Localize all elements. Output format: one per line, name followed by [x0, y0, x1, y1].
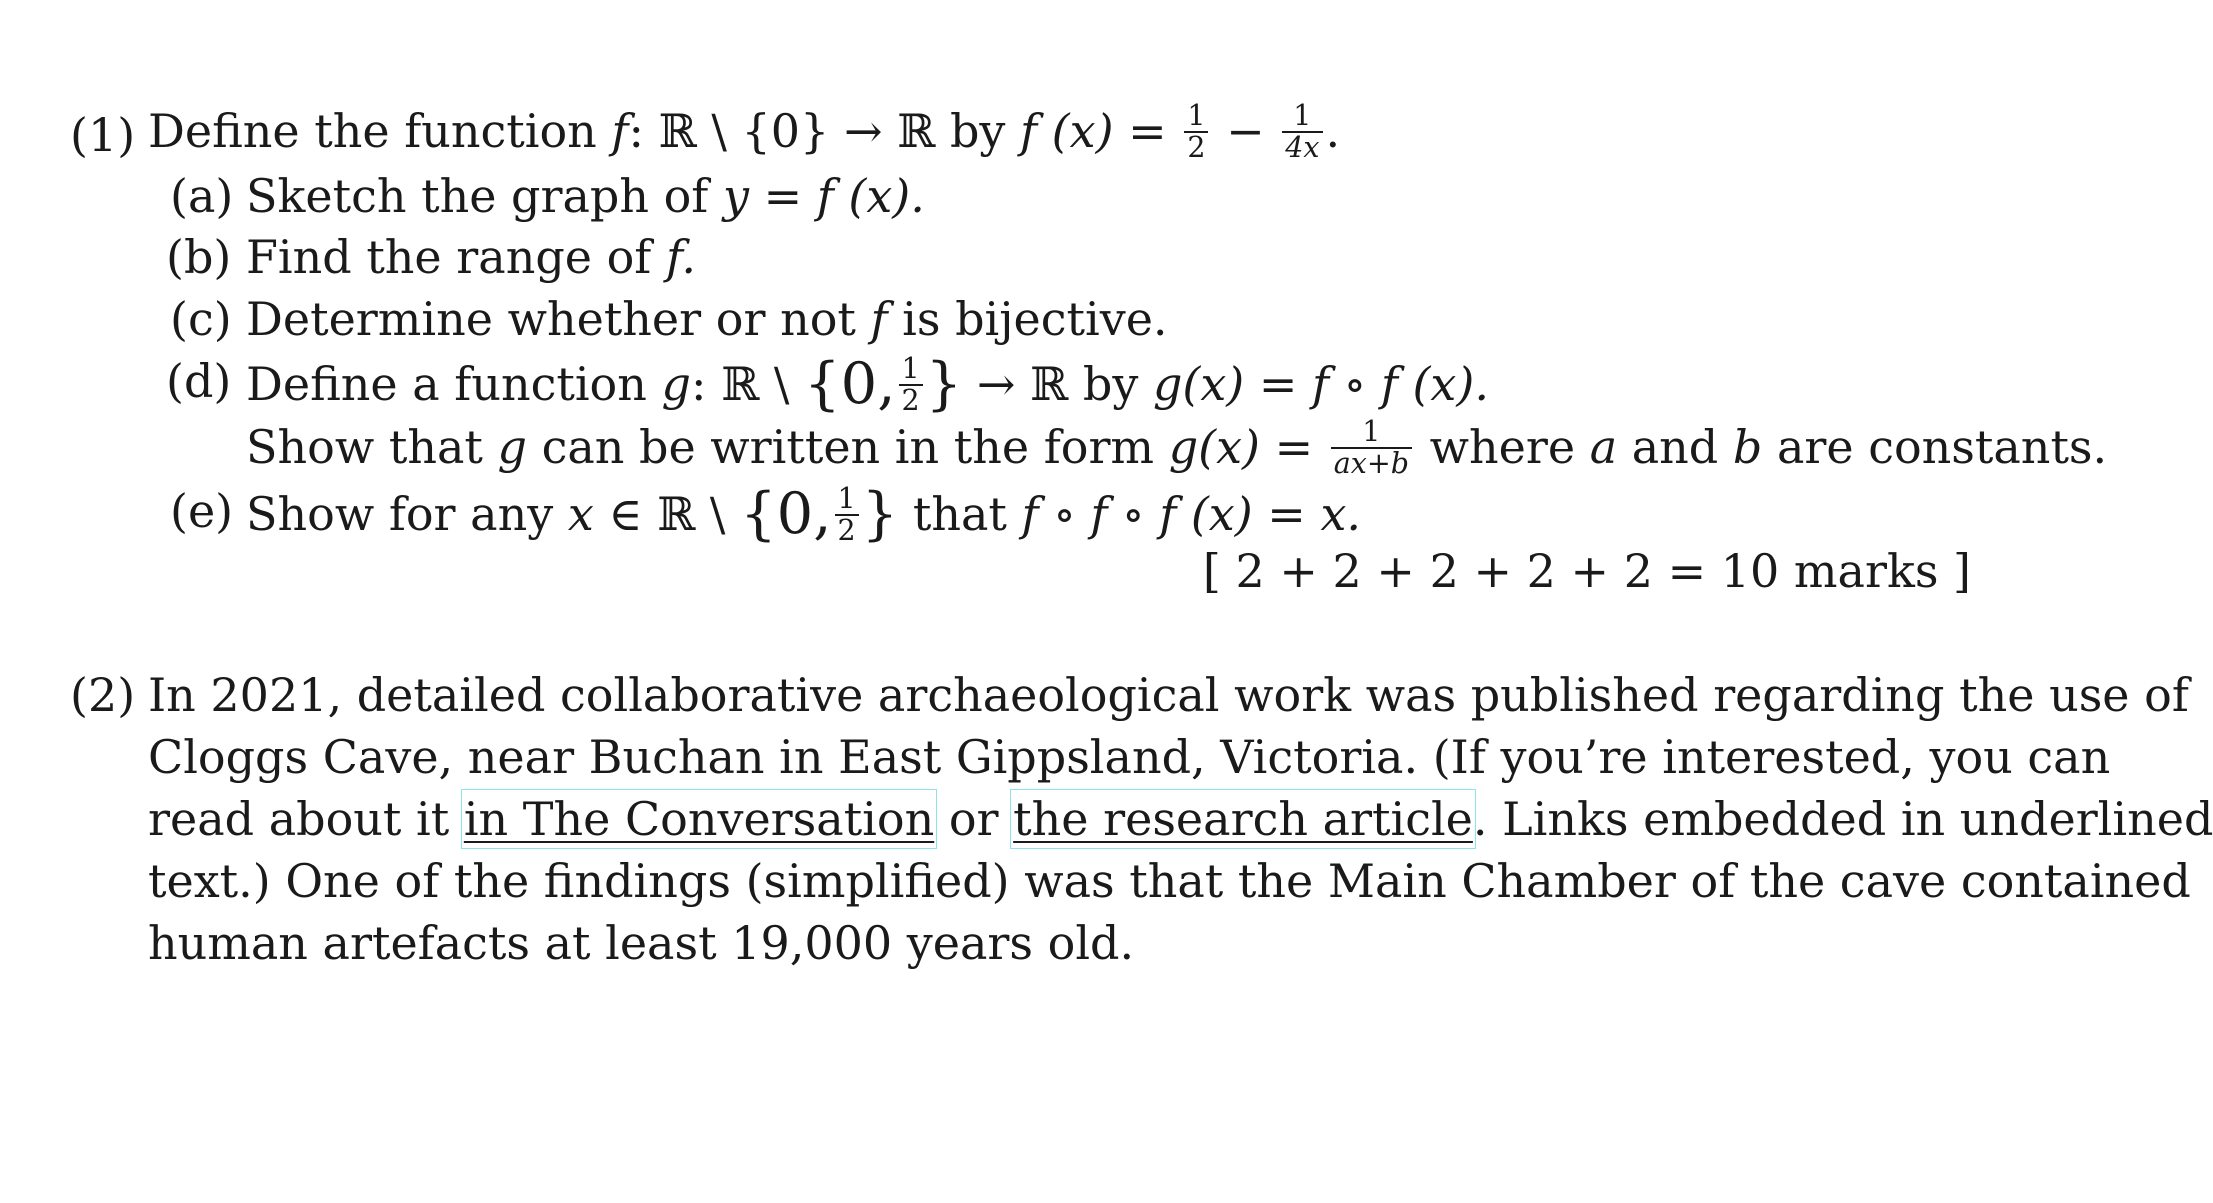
question-1-intro: Define the function f: ℝ \ {0} → ℝ by f (x) = $\frac{1}{2}$ − $\frac{1}{4x}$ .	[148, 98, 1341, 164]
question-2-line-2: Cloggs Cave, near Buchan in East Gippsland, Victoria. (If you’re interested, you can	[148, 730, 2111, 784]
question-2-line-1: In 2021, detailed collaborative archaeological work was published regarding the use of	[148, 668, 2189, 722]
part-d-label: (d)	[166, 354, 232, 408]
question-2-line-3: read about it in The Conversation or the research article. Links embedded in underlined	[148, 792, 2213, 846]
part-e-label: (e)	[170, 484, 234, 538]
fraction-one-over-4x: $\frac{1}{4x}$	[1282, 101, 1322, 163]
fraction-one-half: $\frac{1}{2}$	[1184, 101, 1208, 163]
link-the-conversation[interactable]: in The Conversation	[463, 792, 935, 846]
part-a-label: (a)	[170, 169, 234, 223]
part-a-text: Sketch the graph of y = f (x).	[246, 169, 925, 223]
question-2-line-5: human artefacts at least 19,000 years old.	[148, 916, 1135, 970]
part-c-label: (c)	[170, 292, 232, 346]
part-d-show-text: Show that g can be written in the form g(x) = $\frac{1}{ax+b}$ where a and b are constants.	[246, 414, 2108, 480]
part-b-text: Find the range of f.	[246, 230, 696, 284]
link-research-article[interactable]: the research article	[1013, 792, 1473, 846]
part-c-text: Determine whether or not f is bijective.	[246, 292, 1168, 346]
question-2-line-4: text.) One of the findings (simplified) was that the Main Chamber of the cave contained	[148, 854, 2191, 908]
fraction-one-over-ax-plus-b: $\frac{1}{ax+b}$	[1331, 417, 1412, 479]
question-2-number: (2)	[70, 668, 136, 722]
part-e-text: Show for any x ∈ ℝ \ {0, $\frac{1}{2}$ } that f ∘ f ∘ f (x) = x.	[246, 479, 1362, 547]
marks-allocation: [ 2 + 2 + 2 + 2 + 2 = 10 marks ]	[1202, 544, 1971, 598]
part-d-text: Define a function g: ℝ \ {0, $\frac{1}{2}$ } → ℝ by g(x) = f ∘ f (x).	[246, 349, 1489, 417]
question-1-number: (1)	[70, 108, 136, 162]
part-b-label: (b)	[166, 230, 232, 284]
